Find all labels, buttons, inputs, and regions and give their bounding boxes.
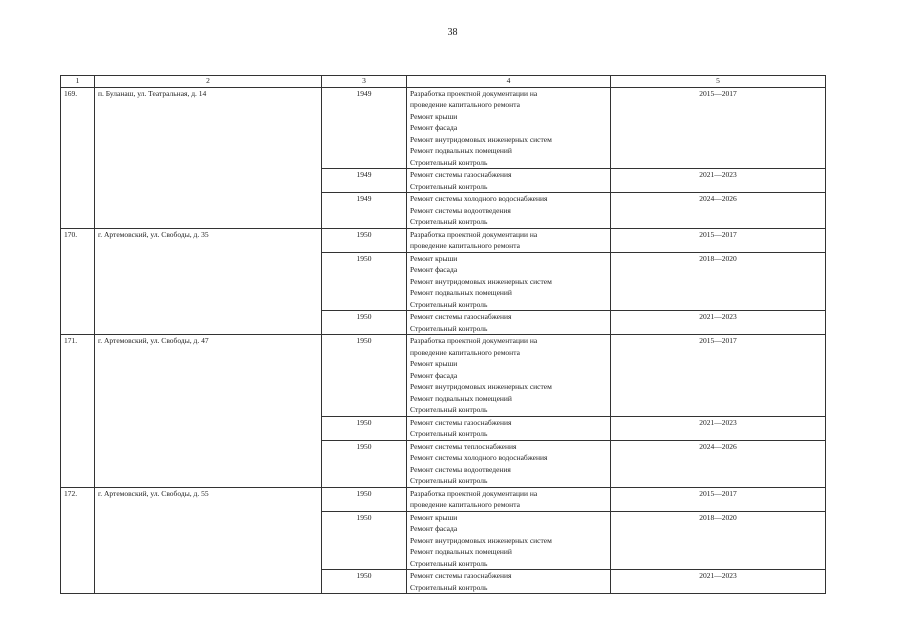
repair-period: 2021—2023 xyxy=(611,416,826,440)
construction-year: 1950 xyxy=(322,440,407,487)
work-item: Ремонт системы газоснабжения xyxy=(410,312,512,321)
repair-period: 2024—2026 xyxy=(611,440,826,487)
construction-year: 1950 xyxy=(322,570,407,594)
work-item: Строительный контроль xyxy=(410,429,488,438)
work-item: Ремонт фасада xyxy=(410,265,458,274)
repair-period: 2018—2020 xyxy=(611,511,826,570)
work-types xyxy=(407,570,611,594)
work-item: проведение капитального ремонта xyxy=(410,100,520,109)
header-col-3: 3 xyxy=(322,76,407,88)
work-item: Ремонт внутридомовых инженерных систем xyxy=(410,382,552,391)
construction-year: 1950 xyxy=(322,335,407,417)
work-item: Строительный контроль xyxy=(410,157,488,167)
work-item: Разработка проектной документации на xyxy=(410,229,538,239)
work-types xyxy=(407,87,611,169)
page-number: 38 xyxy=(447,27,458,38)
construction-year: 1949 xyxy=(322,169,407,193)
construction-year: 1950 xyxy=(322,416,407,440)
header-col-1: 1 xyxy=(61,76,95,88)
work-item: Ремонт подвальных помещений xyxy=(410,146,512,155)
work-item: Строительный контроль xyxy=(410,217,488,226)
work-item: Строительный контроль xyxy=(410,323,488,333)
repair-period: 2015—2017 xyxy=(611,228,826,252)
work-item: Ремонт фасада xyxy=(410,370,458,380)
construction-year: 1950 xyxy=(322,252,407,311)
construction-year: 1950 xyxy=(322,228,407,252)
table-row xyxy=(61,335,826,417)
work-item: Ремонт фасада xyxy=(410,123,458,132)
repair-schedule-table xyxy=(60,75,826,594)
row-number: 172. xyxy=(61,487,95,594)
work-item: Ремонт фасада xyxy=(410,524,458,533)
work-item: Ремонт системы холодного водоснабжения xyxy=(410,453,548,462)
work-item: Ремонт крыши xyxy=(410,512,458,522)
work-item: Ремонт системы газоснабжения xyxy=(410,170,512,179)
construction-year: 1949 xyxy=(322,193,407,229)
construction-year: 1950 xyxy=(322,511,407,570)
table-row xyxy=(61,87,826,169)
work-item: Ремонт системы газоснабжения xyxy=(410,571,512,580)
repair-period: 2021—2023 xyxy=(611,311,826,335)
row-number: 169. xyxy=(61,87,95,228)
work-item: Ремонт внутридомовых инженерных систем xyxy=(410,535,552,545)
work-item: Разработка проектной документации на xyxy=(410,336,538,345)
work-item: Ремонт подвальных помещений xyxy=(410,547,512,556)
table-row xyxy=(61,487,826,511)
repair-period: 2021—2023 xyxy=(611,570,826,594)
building-address: г. Артемовский, ул. Свободы, д. 55 xyxy=(95,487,322,594)
repair-period: 2015—2017 xyxy=(611,87,826,169)
construction-year: 1949 xyxy=(322,87,407,169)
construction-year: 1950 xyxy=(322,311,407,335)
work-item: Ремонт внутридомовых инженерных систем xyxy=(410,134,552,144)
work-types xyxy=(407,252,611,311)
repair-period: 2015—2017 xyxy=(611,487,826,511)
work-item: Ремонт крыши xyxy=(410,111,458,121)
work-types xyxy=(407,311,611,335)
work-item: проведение капитального ремонта xyxy=(410,500,520,509)
work-types xyxy=(407,335,611,417)
work-item: Ремонт крыши xyxy=(410,253,458,263)
table-body xyxy=(61,87,826,594)
work-item: проведение капитального ремонта xyxy=(410,241,520,250)
repair-period: 2024—2026 xyxy=(611,193,826,229)
row-number: 171. xyxy=(61,335,95,488)
work-item: Ремонт системы газоснабжения xyxy=(410,417,512,427)
work-types xyxy=(407,193,611,229)
repair-period: 2021—2023 xyxy=(611,169,826,193)
work-item: Строительный контроль xyxy=(410,582,488,592)
work-item: Ремонт подвальных помещений xyxy=(410,393,512,403)
repair-period: 2015—2017 xyxy=(611,335,826,417)
work-item: Ремонт системы водоотведения xyxy=(410,205,511,215)
construction-year: 1950 xyxy=(322,487,407,511)
header-col-4: 4 xyxy=(407,76,611,88)
work-item: Ремонт системы водоотведения xyxy=(410,464,511,474)
work-item: Строительный контроль xyxy=(410,299,488,309)
work-types xyxy=(407,511,611,570)
work-types xyxy=(407,416,611,440)
header-col-2: 2 xyxy=(95,76,322,88)
work-item: проведение капитального ремонта xyxy=(410,347,520,357)
work-types xyxy=(407,228,611,252)
work-item: Строительный контроль xyxy=(410,181,488,191)
row-number: 170. xyxy=(61,228,95,335)
work-item: Строительный контроль xyxy=(410,405,488,414)
work-item: Разработка проектной документации на xyxy=(410,88,538,98)
header-row xyxy=(61,76,826,88)
work-item: Строительный контроль xyxy=(410,558,488,568)
work-item: Ремонт внутридомовых инженерных систем xyxy=(410,276,552,286)
work-types xyxy=(407,487,611,511)
work-item: Ремонт крыши xyxy=(410,359,458,368)
work-item: Ремонт системы холодного водоснабжения xyxy=(410,194,548,203)
repair-period: 2018—2020 xyxy=(611,252,826,311)
building-address: г. Артемовский, ул. Свободы, д. 47 xyxy=(95,335,322,488)
table-row xyxy=(61,228,826,252)
work-types xyxy=(407,440,611,487)
work-item: Ремонт системы теплоснабжения xyxy=(410,441,517,451)
work-item: Строительный контроль xyxy=(410,476,488,485)
building-address: п. Буланаш, ул. Театральная, д. 14 xyxy=(95,87,322,228)
building-address: г. Артемовский, ул. Свободы, д. 35 xyxy=(95,228,322,335)
work-item: Ремонт подвальных помещений xyxy=(410,288,512,297)
work-types xyxy=(407,169,611,193)
work-item: Разработка проектной документации на xyxy=(410,488,538,498)
header-col-5: 5 xyxy=(611,76,826,88)
